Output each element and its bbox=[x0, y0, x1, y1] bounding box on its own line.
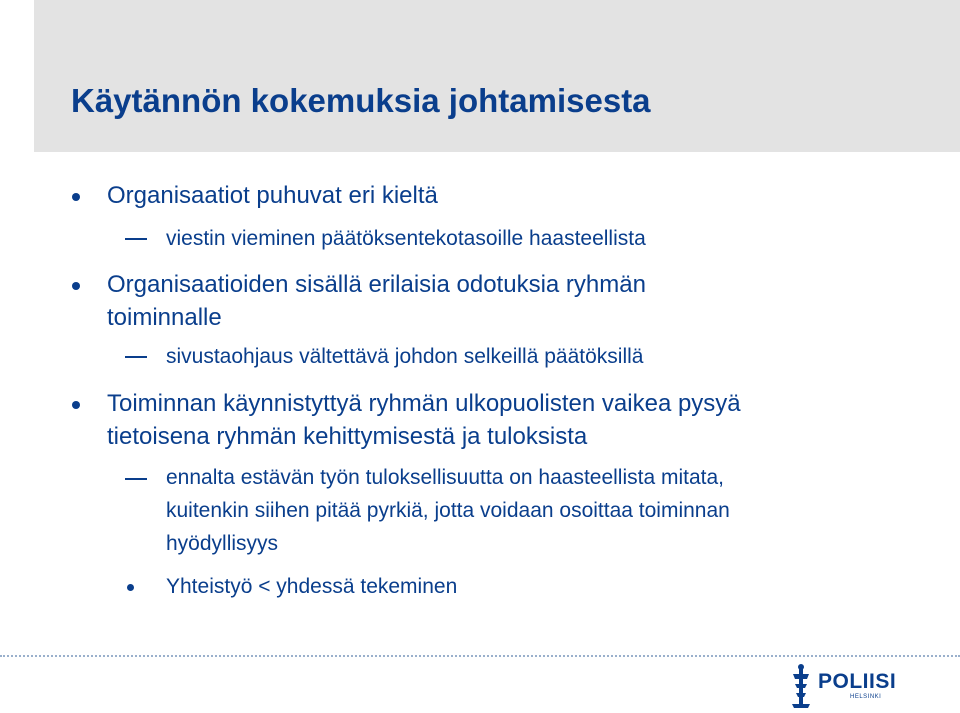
title-band bbox=[34, 0, 960, 152]
dash-icon bbox=[125, 238, 147, 240]
item-3-sub-line-3: hyödyllisyys bbox=[166, 532, 279, 555]
slide-title: Käytännön kokemuksia johtamisesta bbox=[71, 82, 651, 119]
item-3-sub-bullet: Yhteistyö < yhdessä tekeminen bbox=[166, 575, 458, 598]
poliisi-logo bbox=[786, 664, 896, 708]
logo-subtext: HELSINKI bbox=[850, 694, 882, 700]
item-3-line-2: tietoisena ryhmän kehittymisestä ja tuloksista bbox=[107, 423, 588, 450]
item-3-sub-line-2: kuitenkin siihen pitää pyrkiä, jotta voidaan osoittaa toiminnan bbox=[166, 499, 730, 522]
bullet-icon bbox=[72, 401, 80, 409]
item-2-sub-1: sivustaohjaus vältettävä johdon selkeillä päätöksillä bbox=[166, 345, 644, 368]
item-2-line-1: Organisaatioiden sisällä erilaisia odotuksia ryhmän bbox=[107, 271, 646, 298]
bullet-icon bbox=[72, 282, 80, 290]
item-1-text: Organisaatiot puhuvat eri kieltä bbox=[107, 182, 438, 209]
item-3-sub-line-1: ennalta estävän työn tuloksellisuutta on haasteellista mitata, bbox=[166, 466, 725, 489]
dash-icon bbox=[125, 478, 147, 480]
footer-divider bbox=[0, 655, 960, 657]
police-crest-icon bbox=[786, 664, 816, 708]
bullet-icon bbox=[127, 584, 134, 591]
dash-icon bbox=[125, 356, 147, 358]
logo-text: POLIISI bbox=[818, 670, 897, 693]
bullet-icon bbox=[72, 193, 80, 201]
item-3-line-1: Toiminnan käynnistyttyä ryhmän ulkopuolisten vaikea pysyä bbox=[107, 390, 741, 417]
item-1-sub-1: viestin vieminen päätöksentekotasoille haasteellista bbox=[166, 227, 646, 250]
item-2-line-2: toiminnalle bbox=[107, 304, 222, 331]
